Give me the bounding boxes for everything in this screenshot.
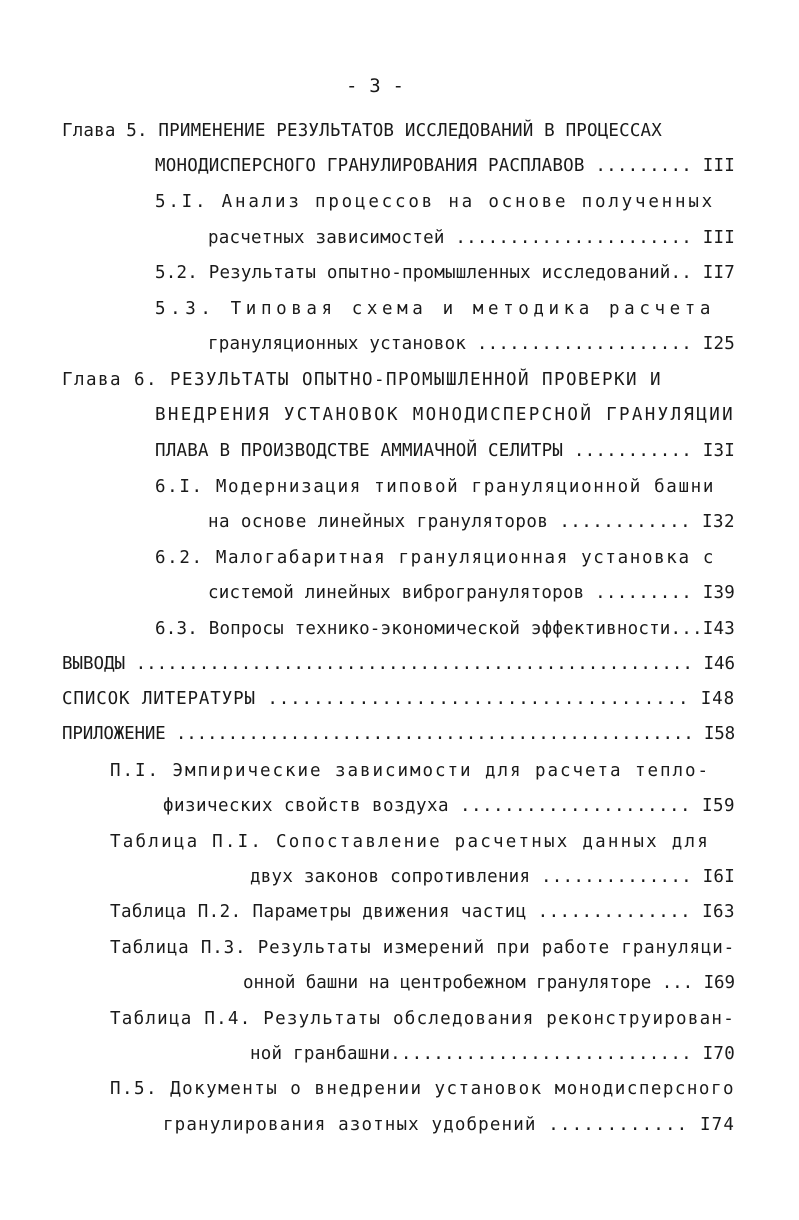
- toc-line-references: СПИСОК ЛИТЕРАТУРЫ ..................................... I48: [62, 689, 735, 709]
- toc-line-5-2: 5.2. Результаты опытно-промышленных исследований.. II7: [155, 263, 735, 283]
- toc-line-chapter-5-cont: МОНОДИСПЕРСНОГО ГРАНУЛИРОВАНИЯ РАСПЛАВОВ ......... III: [155, 156, 735, 176]
- toc-line-p5: П.5. Документы о внедрении установок монодисперсного: [110, 1079, 735, 1099]
- toc-line-6-3: 6.3. Вопросы технико-экономической эффективности...I43: [155, 619, 735, 639]
- page-number: - 3 -: [346, 75, 405, 97]
- toc-line-6-1: 6.I. Модернизация типовой грануляционной башни: [155, 477, 715, 497]
- toc-line-chapter-6: Глава 6. РЕЗУЛЬТАТЫ ОПЫТНО-ПРОМЫШЛЕННОЙ ПРОВЕРКИ И: [62, 370, 662, 390]
- toc-line-5-3: 5.3. Типовая схема и методика расчета: [155, 299, 715, 319]
- toc-line-table-p4-cont: ной гранбашни............................ I70: [250, 1044, 735, 1064]
- toc-line-table-p4: Таблица П.4. Результаты обследования реконструирован-: [110, 1009, 735, 1029]
- toc-line-table-p1: Таблица П.I. Сопоставление расчетных данных для: [110, 832, 710, 852]
- toc-line-p5-cont: гранулирования азотных удобрений ............ I74: [163, 1115, 735, 1135]
- toc-line-chapter-6-cont2: ПЛАВА В ПРОИЗВОДСТВЕ АММИАЧНОЙ СЕЛИТРЫ ........... I3I: [155, 441, 735, 461]
- toc-line-table-p2: Таблица П.2. Параметры движения частиц .............. I63: [110, 902, 735, 922]
- toc-line-6-2-cont: системой линейных виброгрануляторов ......... I39: [208, 583, 735, 603]
- toc-line-5-1-cont: расчетных зависимостей ...................... III: [208, 228, 735, 248]
- toc-line-5-3-cont: грануляционных установок .................... I25: [208, 334, 735, 354]
- toc-line-5-1: 5.I. Анализ процессов на основе полученных: [155, 192, 715, 212]
- toc-line-table-p3-cont: онной башни на центробежном грануляторе ... I69: [243, 973, 735, 993]
- toc-line-conclusions: ВЫВОДЫ ..................................................... I46: [62, 654, 735, 674]
- toc-line-appendix: ПРИЛОЖЕНИЕ .................................................. I58: [62, 724, 735, 744]
- toc-line-table-p3: Таблица П.3. Результаты измерений при работе грануляци-: [110, 938, 735, 958]
- toc-line-chapter-6-cont: ВНЕДРЕНИЯ УСТАНОВОК МОНОДИСПЕРСНОЙ ГРАНУЛЯЦИИ: [155, 405, 735, 425]
- toc-line-table-p1-cont: двух законов сопротивления .............. I6I: [250, 867, 735, 887]
- toc-line-6-1-cont: на основе линейных грануляторов ............ I32: [208, 512, 735, 532]
- toc-line-p1: П.I. Эмпирические зависимости для расчета тепло-: [110, 761, 710, 781]
- toc-line-p1-cont: физических свойств воздуха ..................... I59: [163, 796, 735, 816]
- toc-line-chapter-5: Глава 5. ПРИМЕНЕНИЕ РЕЗУЛЬТАТОВ ИССЛЕДОВАНИЙ В ПРОЦЕССАХ: [62, 121, 662, 141]
- toc-line-6-2: 6.2. Малогабаритная грануляционная установка с: [155, 548, 715, 568]
